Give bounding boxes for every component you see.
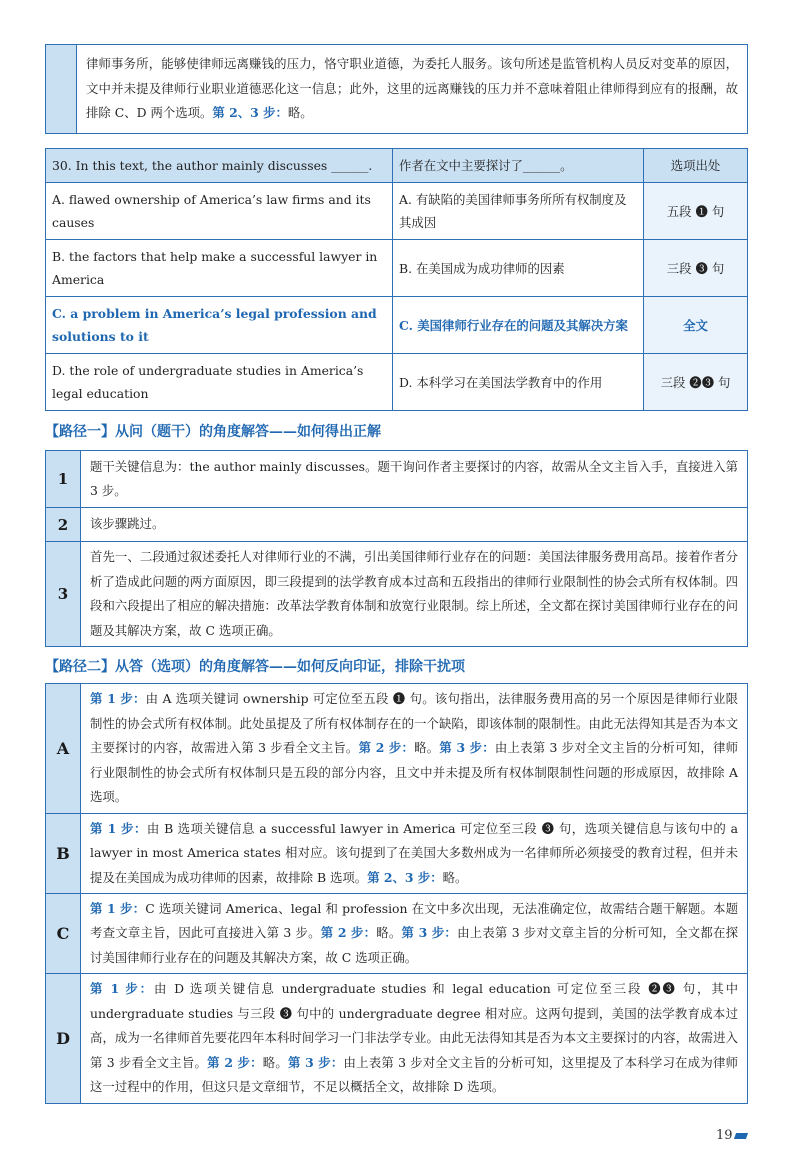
step-1-label: 第 1 步： [90,981,154,997]
option-b-en: B. the factors that help make a successful lawyer in America [46,240,393,297]
carryover-table [45,44,748,134]
option-b-source: 三段 ❸ 句 [644,240,748,297]
question-header-row [46,149,748,183]
option-analysis-row-b [46,814,748,894]
option-a-analysis [81,684,748,814]
step-2-body: 略。 [414,740,440,756]
step-1-body: C 选项关键词 America、legal 和 profession 在文中多次出现，无法准确定位，故需结合题干解题。本题考查文章主旨，因此可直接进入第 3 步。 [90,900,738,941]
option-label-b: B [46,814,81,894]
option-analysis-row-d [46,974,748,1104]
question-30-table [45,148,748,411]
page-number-text: 19 [716,1128,733,1143]
path-one-row-3 [46,542,748,647]
step-1-text: 题干关键信息为：the author mainly discusses。题干询问作者主要探讨的内容，故需从全文主旨入手，直接进入第 3 步。 [81,451,748,508]
step-3-body: 由上表第 3 步对全文主旨的分析可知，这里提及了本科学习在成为律师这一过程中的作用，但这只是文章细节，不足以概括全文，故排除 D 选项。 [90,1054,739,1095]
step-2-text: 该步骤跳过。 [81,508,748,542]
option-label-a: A [46,684,81,814]
option-analysis-row-c [46,894,748,974]
option-d-analysis [81,974,748,1104]
step-2-3-label: 第 2、3 步： [367,869,443,885]
step-1-label: 第 1 步： [90,691,146,707]
path-one-table [45,450,748,647]
option-c-source: 全文 [644,297,748,354]
step-2-label: 第 2 步： [358,740,415,756]
step-number-3: 3 [46,542,81,647]
option-a-source: 五段 ❶ 句 [644,183,748,240]
step-1-body: 由 D 选项关键信息 undergraduate studies 和 legal education 可定位至三段 ❷❸ 句，其中 undergraduate studies 与三段 ❸ 句中的 undergraduate degree 相对应。这两句提到，美国的法学教育成本过高，成为一名律师首先要花四年本科时间学习一门非法学专业。由此无法得知其是否为本文主要探讨的内容，故需进入第 3 步看全文主旨。 [90,981,738,1070]
option-b-zh: B. 在美国成为成功律师的因素 [393,240,644,297]
step-2-3-body: 略。 [442,869,468,885]
option-d-source: 三段 ❷❸ 句 [644,354,748,411]
option-row-c-correct [46,297,748,354]
option-c-analysis [81,894,748,974]
option-a-zh: A. 有缺陷的美国律师事务所所有权制度及其成因 [393,183,644,240]
step-2-label: 第 2 步： [207,1054,263,1070]
step-3-label: 第 3 步： [401,925,458,941]
step-1-label: 第 1 步： [90,820,147,836]
step-number-1: 1 [46,451,81,508]
step-2-body: 略。 [376,925,402,941]
page-number [716,1128,747,1143]
question-stem-zh: 作者在文中主要探讨了______。 [393,149,644,183]
option-analysis-row-a [46,684,748,814]
step-2-label: 第 2 步： [320,925,377,941]
carryover-text-cell [77,45,748,134]
step-1-body: 由 A 选项关键词 ownership 可定位至五段 ❶ 句。该句指出，法律服务费用高的另一个原因是律师行业限制性的协会式所有权体制。此处虽提及了所有权体制存在的一个缺陷，即该体制的限制性。由此无法得知其是否为本文主要探讨的内容，故需进入第 3 步看全文主旨。 [90,691,738,756]
carryover-step-text: 略。 [287,105,313,121]
path-one-row-1 [46,451,748,508]
option-label-c: C [46,894,81,974]
option-source-header: 选项出处 [644,149,748,183]
option-row-d [46,354,748,411]
option-row-a [46,183,748,240]
step-1-body: 由 B 选项关键信息 a successful lawyer in America 可定位至三段 ❸ 句，选项关键信息与该句中的 a lawyer in most America states 相对应。该句提到了在美国大多数州成为一名律师所必须接受的教育过程，但并未提及在美国成为成功律师的因素，故排除 B 选项。 [90,820,739,885]
option-a-en: A. flawed ownership of America’s law firms and its causes [46,183,393,240]
step-3-body: 由上表第 3 步对全文主旨的分析可知，律师行业限制性的协会式所有权体制只是五段的部分内容，且文中并未提及所有权体制限制性问题的形成原因，故排除 A 选项。 [90,740,739,805]
step-3-label: 第 3 步： [439,740,495,756]
option-b-analysis [81,814,748,894]
path-two-title: 【路径二】从答（选项）的角度解答——如何反向印证，排除干扰项 [45,659,465,675]
step-3-label: 第 3 步： [287,1054,344,1070]
carryover-label-cell [46,45,77,134]
step-number-2: 2 [46,508,81,542]
option-c-zh: C. 美国律师行业存在的问题及其解决方案 [393,297,644,354]
option-d-zh: D. 本科学习在美国法学教育中的作用 [393,354,644,411]
carryover-step-label: 第 2、3 步： [212,105,288,121]
option-row-b [46,240,748,297]
option-c-en: C. a problem in America’s legal profession and solutions to it [46,297,393,354]
question-stem-en: 30. In this text, the author mainly discusses ______. [46,149,393,183]
path-one-row-2 [46,508,748,542]
step-3-text: 首先一、二段通过叙述委托人对律师行业的不满，引出美国律师行业存在的问题：美国法律服务费用高昂。接着作者分析了造成此问题的两方面原因，即三段提到的法学教育成本过高和五段指出的律师行业限制性的协会式所有权体制。四段和六段提出了相应的解决措施：改革法学教育体制和放宽行业限制。综上所述，全文都在探讨美国律师行业存在的问题及其解决方案，故 C 选项正确。 [81,542,748,647]
step-2-body: 略。 [262,1054,288,1070]
option-label-d: D [46,974,81,1104]
path-one-title: 【路径一】从问（题干）的角度解答——如何得出正解 [45,424,381,440]
path-two-table [45,683,748,1104]
step-3-body: 由上表第 3 步对文章主旨的分析可知，全文都在探讨美国律师行业存在的问题及其解决方案，故 C 选项正确。 [90,925,739,965]
step-1-label: 第 1 步： [90,900,146,916]
carryover-text: 律师事务所，能够使律师远离赚钱的压力，恪守职业道德，为委托人服务。该句所述是监管机构人员反对变革的原因，文中并未提及律师行业职业道德恶化这一信息；此外，这里的远离赚钱的压力并不意味着阻止律师得到应有的报酬，故排除 C、D 两个选项。 [86,56,738,121]
option-d-en: D. the role of undergraduate studies in America’s legal education [46,354,393,411]
graduation-cap-icon [733,1133,747,1139]
